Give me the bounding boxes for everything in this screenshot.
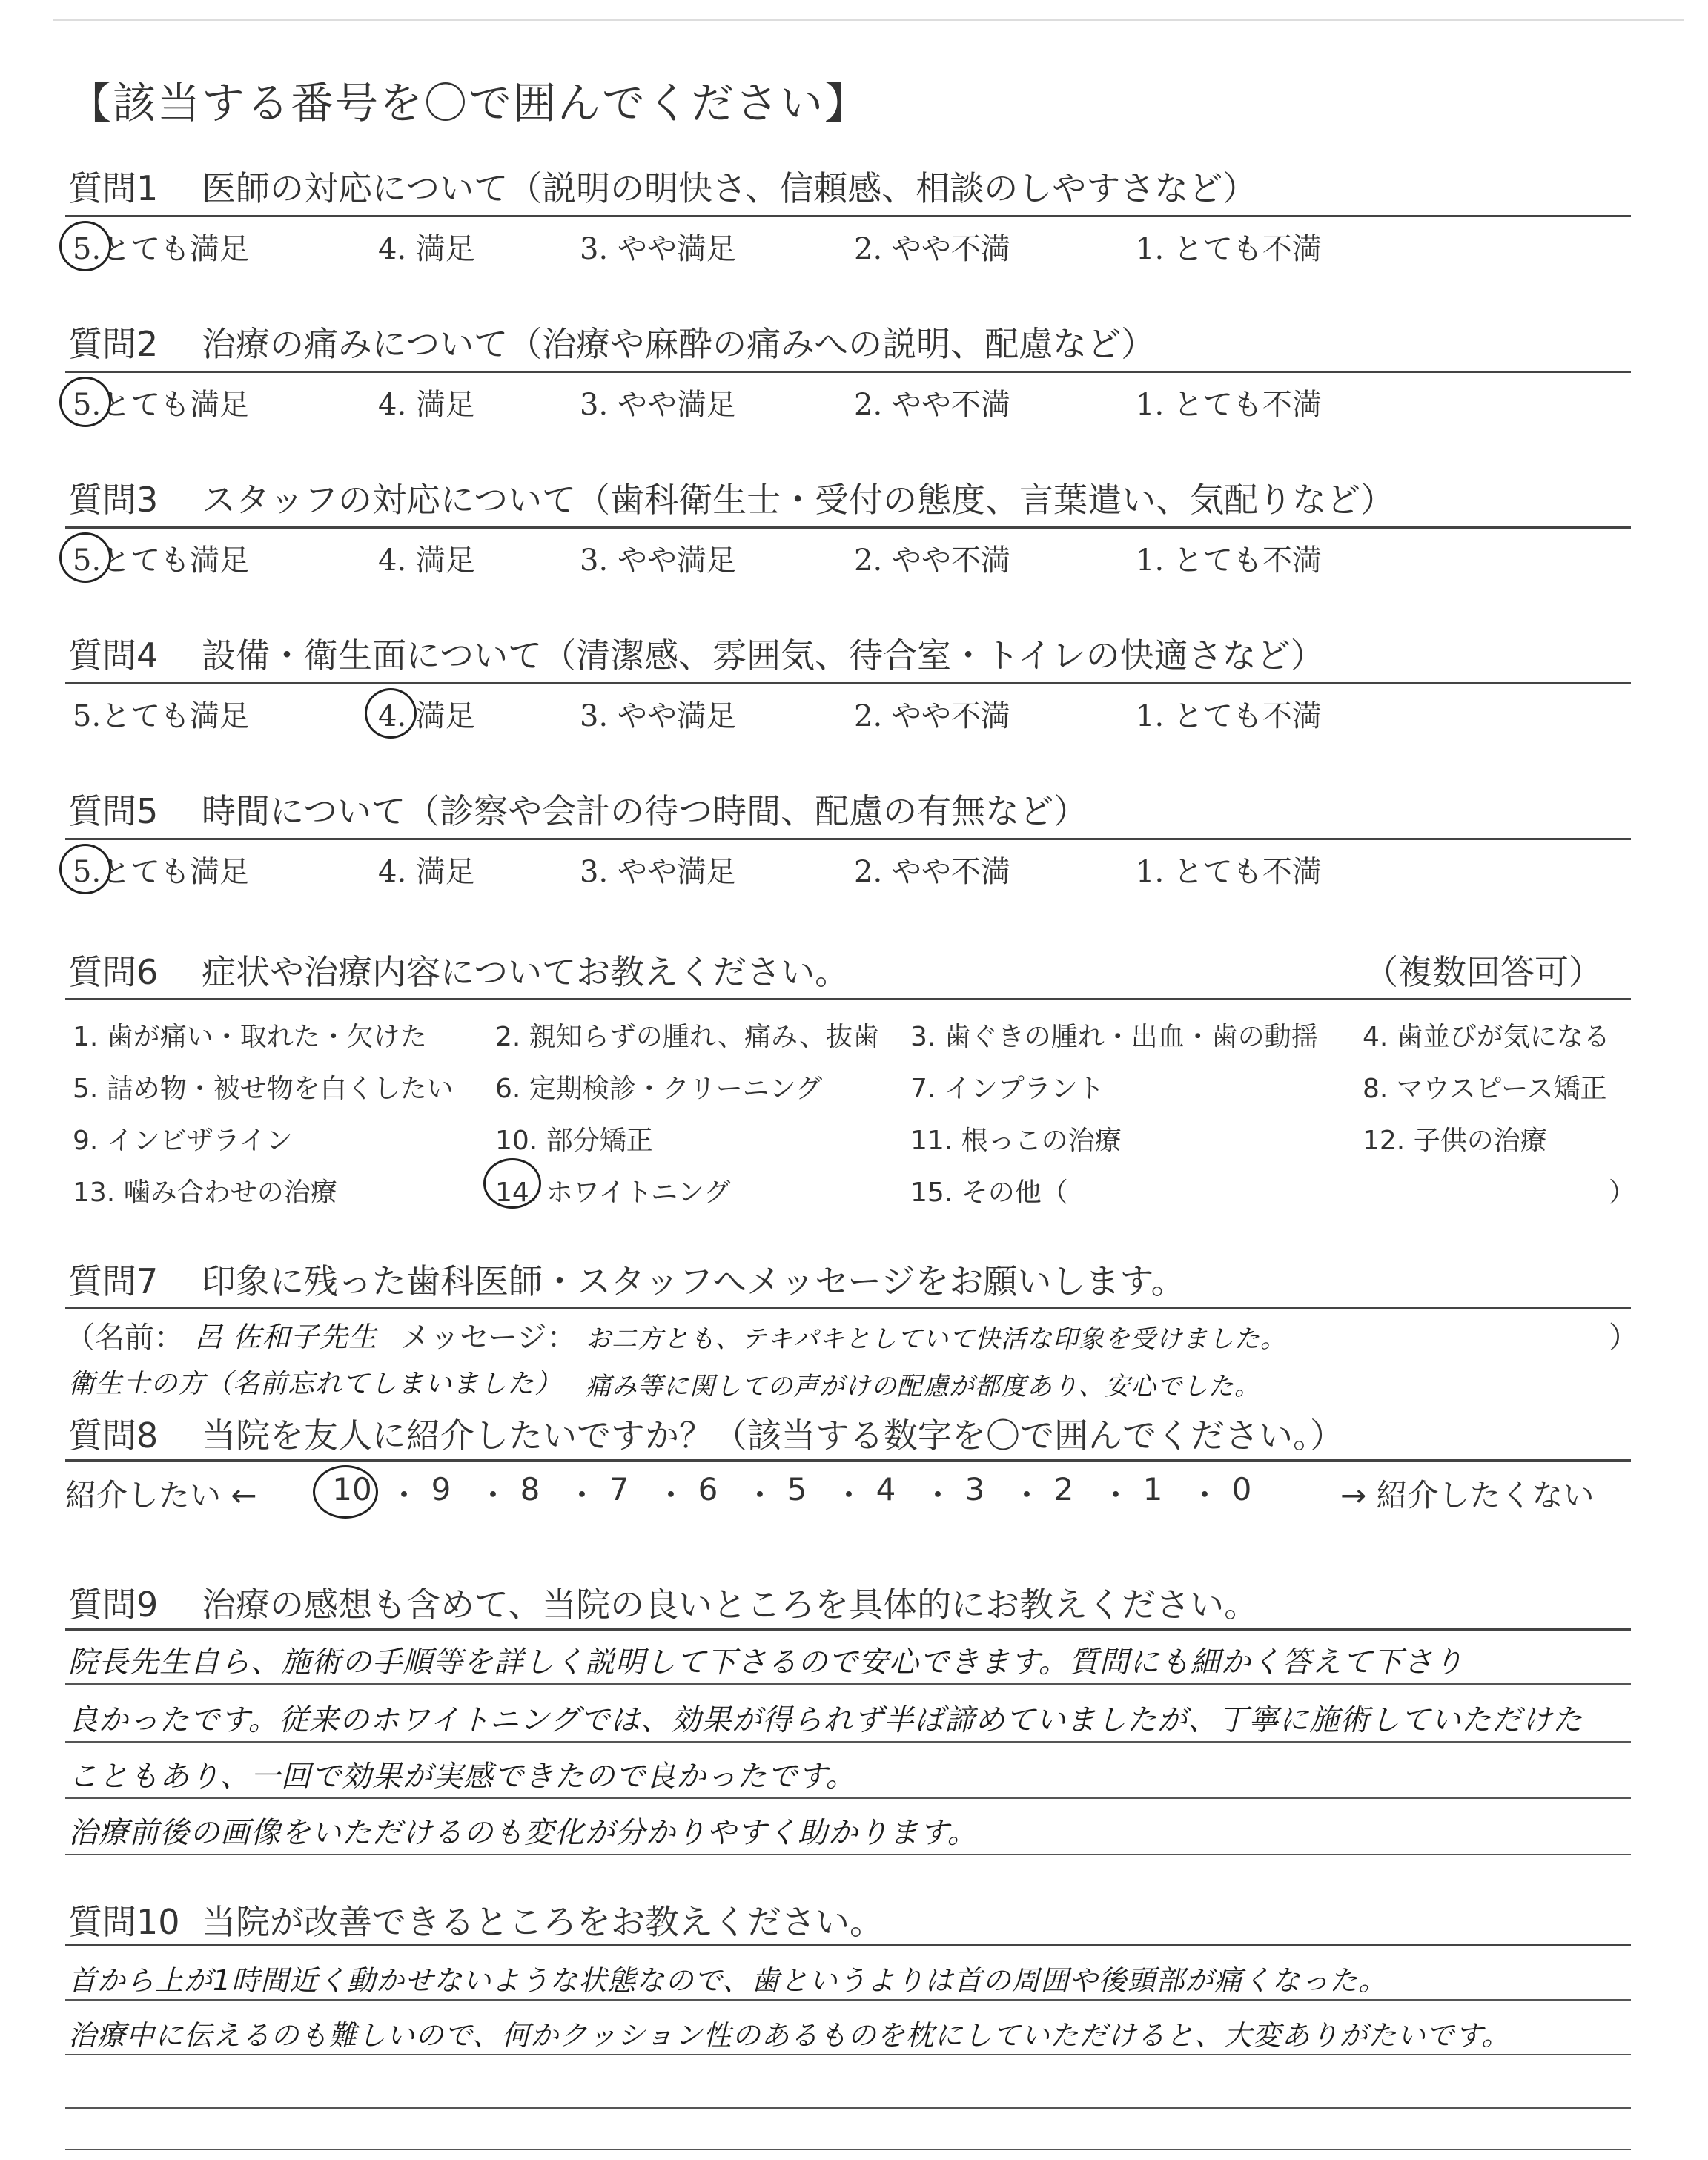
q1-number: 質問1: [68, 168, 159, 208]
q7-number: 質問7: [68, 1261, 159, 1301]
q6-option-6: 6. 定期検診・クリーニング: [495, 1074, 823, 1104]
q6-option-3: 3. 歯ぐきの腫れ・出血・歯の動揺: [910, 1022, 1318, 1052]
q6-option-16: ）: [1609, 1178, 1636, 1208]
q8-scale-dot: ・: [922, 1477, 954, 1513]
q10-writing-line: [65, 1999, 1631, 2001]
q7-text: 印象に残った歯科医師・スタッフへメッセージをお願いします。: [202, 1261, 1185, 1301]
q1-selected-circle: [59, 221, 111, 271]
q8-scale-4: 4: [875, 1471, 896, 1507]
q9-text: 治療の感想も含めて、当院の良いところを具体的にお教えください。: [202, 1585, 1259, 1625]
q8-right-label: → 紹介したくない: [1340, 1477, 1595, 1513]
q6-option-11: 11. 根っこの治療: [910, 1126, 1122, 1156]
q10-writing-line: [65, 2149, 1631, 2150]
q8-left-label: 紹介したい ←: [65, 1477, 257, 1513]
q8-scale-10: 10: [332, 1471, 372, 1507]
q4-option-3: 3. やや満足: [580, 699, 736, 733]
q5-option-5: 5.とても満足: [73, 855, 250, 889]
q8-heading: [68, 1409, 1344, 1458]
q4-number: 質問4: [68, 635, 159, 676]
q6-text: 症状や治療内容についてお教えください。: [202, 952, 850, 992]
q8-number: 質問8: [68, 1416, 159, 1456]
q9-writing-line: [65, 1797, 1631, 1799]
q1-heading: [68, 162, 1257, 211]
q3-selected-circle: [59, 532, 111, 583]
q9-answer-line-1: 院長先生自ら、施術の手順等を詳しく説明して下さるので安心できます。質問にも細かく答えて下さり: [68, 1645, 1464, 1680]
q5-option-3: 3. やや満足: [580, 855, 736, 889]
q10-answer-line-1: 首から上が1時間近く動かせないような状態なので、歯というよりは首の周囲や後頭部が痛くなった。: [68, 1964, 1388, 1997]
q2-option-5: 5.とても満足: [73, 388, 250, 422]
q10-writing-line: [65, 2054, 1631, 2055]
q6-option-8: 8. マウスピース矯正: [1363, 1074, 1607, 1104]
q5-option-4: 4. 満足: [378, 855, 475, 889]
q2-option-2: 2. やや不満: [854, 388, 1010, 422]
q8-selected-circle: [313, 1465, 378, 1519]
q10-writing-line: [65, 2107, 1631, 2109]
q8-scale-3: 3: [964, 1471, 985, 1507]
q10-text: 当院が改善できるところをお教えください。: [202, 1902, 884, 1942]
q9-writing-line: [65, 1741, 1631, 1743]
q7-message-label: メッセージ：: [400, 1321, 577, 1355]
q8-scale-6: 6: [698, 1471, 718, 1507]
q8-scale-9: 9: [431, 1471, 451, 1507]
q7-name-label: （名前：: [65, 1321, 184, 1355]
q6-note: （複数回答可）: [1364, 952, 1603, 992]
q6-option-9: 9. インビザライン: [73, 1126, 293, 1156]
scan-edge: [53, 19, 1684, 21]
q7-second-message-handwritten: 痛み等に関しての声がけの配慮が都度あり、安心でした。: [586, 1372, 1260, 1401]
q5-number: 質問5: [68, 791, 159, 831]
q1-text: 医師の対応について（説明の明快さ、信頼感、相談のしやすさなど）: [202, 168, 1257, 208]
q8-scale-dot: ・: [1100, 1477, 1132, 1513]
q6-option-2: 2. 親知らずの腫れ、痛み、抜歯: [495, 1022, 880, 1052]
q6-option-5: 5. 詰め物・被せ物を白くしたい: [73, 1074, 454, 1104]
q7-close-paren: ）: [1609, 1321, 1638, 1355]
q4-option-5: 5.とても満足: [73, 699, 250, 733]
q8-scale-1: 1: [1142, 1471, 1163, 1507]
q3-number: 質問3: [68, 480, 159, 520]
q8-scale-dot: ・: [833, 1477, 865, 1513]
q1-option-1: 1. とても不満: [1136, 232, 1322, 266]
q1-option-3: 3. やや満足: [580, 232, 736, 266]
q6-selected-circle: [483, 1158, 541, 1209]
q9-number: 質問9: [68, 1585, 159, 1625]
q4-option-4: 4. 満足: [378, 699, 475, 733]
q9-answer-line-3: こともあり、一回で効果が実感できたので良かったです。: [68, 1760, 856, 1794]
q6-option-12: 12. 子供の治療: [1363, 1126, 1547, 1156]
q2-option-4: 4. 満足: [378, 388, 475, 422]
q8-scale-8: 8: [520, 1471, 540, 1507]
q2-selected-circle: [59, 377, 111, 427]
q2-text: 治療の痛みについて（治療や麻酔の痛みへの説明、配慮など）: [202, 324, 1156, 364]
q5-rule: [65, 838, 1631, 840]
q10-heading: [68, 1895, 884, 1944]
q6-option-7: 7. インプラント: [910, 1074, 1105, 1104]
q3-option-5: 5.とても満足: [73, 544, 250, 578]
q6-rule: [65, 998, 1631, 1000]
q3-option-2: 2. やや不満: [854, 544, 1010, 578]
q8-scale-0: 0: [1231, 1471, 1252, 1507]
q6-option-10: 10. 部分矯正: [495, 1126, 653, 1156]
q8-text: 当院を友人に紹介したいですか？（該当する数字を〇で囲んでください。）: [202, 1416, 1344, 1456]
q7-heading: [68, 1255, 1185, 1304]
q9-answer-line-4: 治療前後の画像をいただけるのも変化が分かりやすく助かります。: [68, 1816, 978, 1850]
q8-scale-dot: ・: [1189, 1477, 1221, 1513]
q6-option-4: 4. 歯並びが気になる: [1363, 1022, 1610, 1052]
q4-option-2: 2. やや不満: [854, 699, 1010, 733]
q2-option-1: 1. とても不満: [1136, 388, 1322, 422]
instruction-header: 【該当する番号を〇で囲んでください】: [68, 78, 870, 128]
q6-option-13: 13. 噛み合わせの治療: [73, 1178, 337, 1208]
q5-option-1: 1. とても不満: [1136, 855, 1322, 889]
q8-scale-dot: ・: [477, 1477, 509, 1513]
q8-scale-dot: ・: [655, 1477, 687, 1513]
q8-scale-dot: ・: [388, 1477, 420, 1513]
q8-scale-7: 7: [609, 1471, 629, 1507]
q9-writing-line: [65, 1854, 1631, 1855]
q4-heading: [68, 629, 1325, 678]
q8-scale-dot: ・: [566, 1477, 598, 1513]
q1-rule: [65, 215, 1631, 217]
q8-scale-2: 2: [1053, 1471, 1074, 1507]
q9-heading: [68, 1578, 1258, 1627]
q5-text: 時間について（診察や会計の待つ時間、配慮の有無など）: [202, 791, 1088, 831]
q8-scale-5: 5: [787, 1471, 807, 1507]
q7-rule: [65, 1307, 1631, 1309]
q1-option-2: 2. やや不満: [854, 232, 1010, 266]
q5-option-2: 2. やや不満: [854, 855, 1010, 889]
q9-writing-line: [65, 1683, 1631, 1685]
q2-option-3: 3. やや満足: [580, 388, 736, 422]
q6-heading: [68, 945, 849, 994]
q8-rule: [65, 1459, 1631, 1462]
q4-option-1: 1. とても不満: [1136, 699, 1322, 733]
q6-option-1: 1. 歯が痛い・取れた・欠けた: [73, 1022, 427, 1052]
q10-rule: [65, 1944, 1631, 1946]
q5-heading: [68, 785, 1088, 833]
q4-rule: [65, 682, 1631, 684]
q7-second-name-handwritten: 衛生士の方（名前忘れてしまいました）: [68, 1369, 563, 1399]
q9-answer-line-2: 良かったです。従来のホワイトニングでは、効果が得られず半ば諦めていましたが、丁寧に施術していただけた: [68, 1703, 1583, 1737]
q1-option-5: 5.とても満足: [73, 232, 250, 266]
q1-option-4: 4. 満足: [378, 232, 475, 266]
q3-option-4: 4. 満足: [378, 544, 475, 578]
q3-heading: [68, 473, 1394, 522]
q2-heading: [68, 317, 1155, 366]
q4-selected-circle: [365, 688, 417, 739]
q6-number: 質問6: [68, 952, 159, 992]
q7-name-handwritten: 呂 佐和子先生: [194, 1321, 378, 1353]
q2-number: 質問2: [68, 324, 159, 364]
q8-scale-dot: ・: [744, 1477, 776, 1513]
q8-scale-dot: ・: [1011, 1477, 1043, 1513]
q3-option-3: 3. やや満足: [580, 544, 736, 578]
q6-option-14: 14. ホワイトニング: [495, 1178, 731, 1208]
q10-number: 質問10: [68, 1902, 180, 1942]
q9-rule: [65, 1628, 1631, 1631]
q7-message-handwritten: お二方とも、テキパキとしていて快活な印象を受けました。: [586, 1324, 1286, 1354]
q3-text: スタッフの対応について（歯科衛生士・受付の態度、言葉遣い、気配りなど）: [202, 480, 1395, 520]
q6-option-15: 15. その他（: [910, 1178, 1068, 1208]
q5-selected-circle: [59, 844, 111, 894]
q3-rule: [65, 526, 1631, 529]
q4-text: 設備・衛生面について（清潔感、雰囲気、待合室・トイレの快適さなど）: [202, 635, 1325, 676]
q3-option-1: 1. とても不満: [1136, 544, 1322, 578]
q10-answer-line-2: 治療中に伝えるのも難しいので、何かクッション性のあるものを枕にしていただけると、大変ありがたいです。: [68, 2019, 1511, 2052]
q2-rule: [65, 371, 1631, 373]
